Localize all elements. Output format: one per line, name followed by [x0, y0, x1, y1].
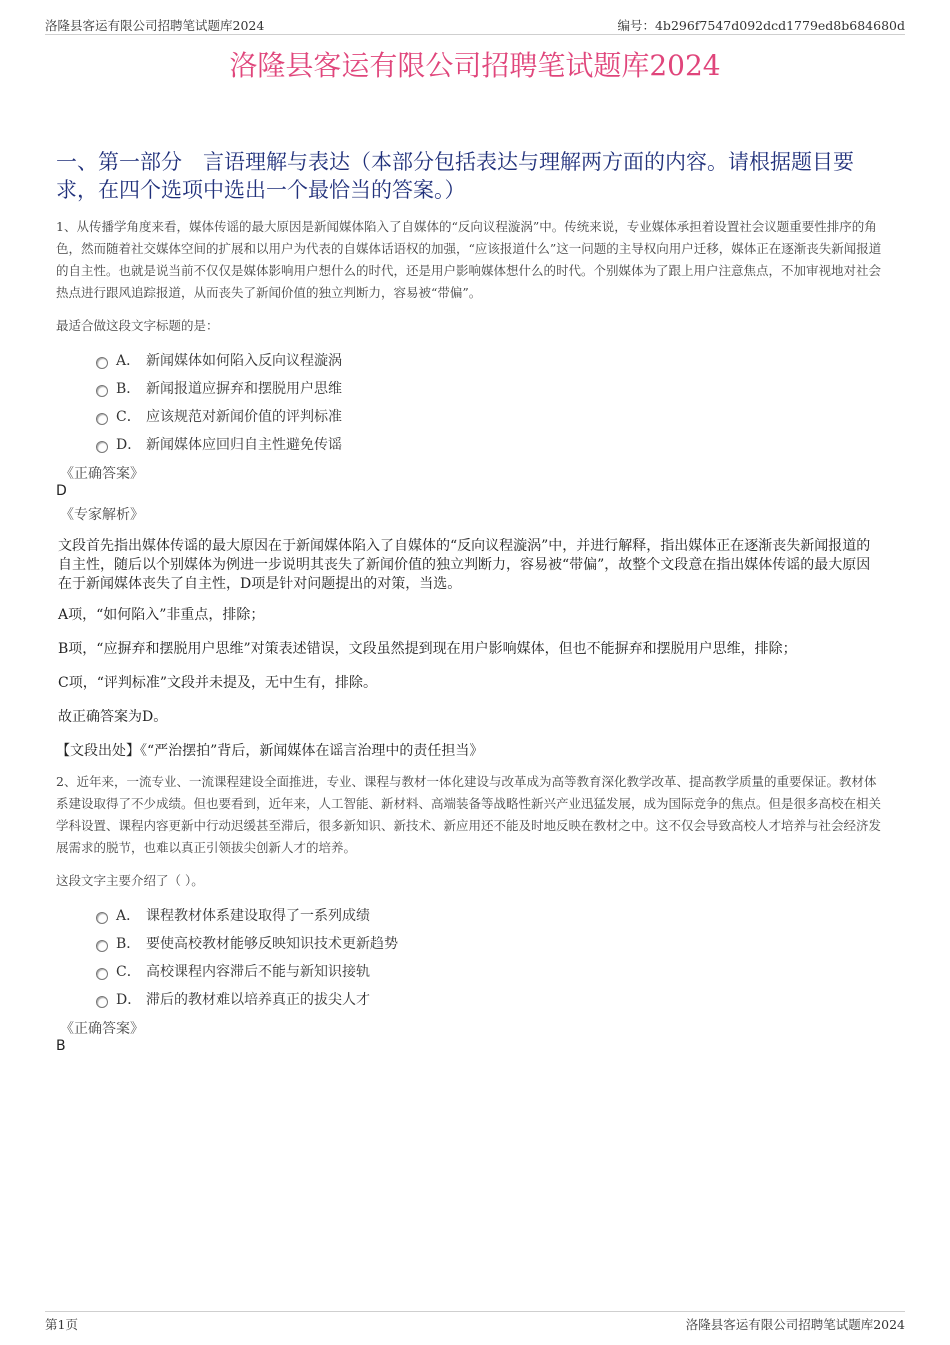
- q1-analysis-conclusion: 故正确答案为D。: [58, 709, 168, 725]
- q1-option-d[interactable]: [96, 434, 342, 456]
- q1-answer-label: 《正确答案》: [60, 466, 144, 482]
- q1-analysis-c: C项，“评判标准”文段并未提及，无中生有，排除。: [58, 675, 378, 691]
- option-letter: C．: [116, 964, 141, 980]
- option-text: 应该规范对新闻价值的评判标准: [146, 409, 342, 425]
- option-letter: A．: [116, 908, 141, 924]
- option-letter: D．: [116, 992, 142, 1008]
- q2-answer: B: [56, 1038, 66, 1054]
- page-title: 洛隆县客运有限公司招聘笔试题库2024: [229, 49, 721, 82]
- radio-icon[interactable]: [96, 940, 108, 952]
- q2-option-c[interactable]: [96, 961, 370, 983]
- option-letter: C．: [116, 409, 141, 425]
- option-letter: B．: [116, 936, 141, 952]
- option-text: 新闻报道应摒弃和摆脱用户思维: [146, 381, 342, 397]
- radio-icon[interactable]: [96, 385, 108, 397]
- q1-passage: 1、从传播学角度来看，媒体传谣的最大原因是新闻媒体陷入了自媒体的“反向议程漩涡”中。传统来说，专业媒体承担着设置社会议题重要性排序的角色，然而随着社交媒体空间的扩展和以用户为代表的自媒体话语权的加强，“应该报道什么”这一问题的主导权向用户迁移，媒体正在逐渐丧失新闻报道的自主性。也就是说当前不仅仅是媒体影响用户想什么的时代，还是用户影响媒体想什么的时代。个别媒体为了跟上用户注意焦点，不加审视地对社会热点进行跟风追踪报道，从而丧失了新闻价值的独立判断力，容易被“带偏”。: [56, 219, 882, 300]
- radio-icon[interactable]: [96, 441, 108, 453]
- page-footer: [45, 1311, 905, 1330]
- option-letter: A．: [116, 353, 141, 369]
- option-text: 要使高校教材能够反映知识技术更新趋势: [146, 936, 398, 952]
- radio-icon[interactable]: [96, 413, 108, 425]
- option-text: 新闻媒体应回归自主性避免传谣: [146, 437, 342, 453]
- header-doc-id: 编号：4b296f7547d092dcd1779ed8b684680d: [617, 18, 905, 33]
- q2-option-a[interactable]: [96, 905, 370, 927]
- q1-prompt: 最适合做这段文字标题的是：: [56, 318, 219, 333]
- radio-icon[interactable]: [96, 912, 108, 924]
- option-text: 滞后的教材难以培养真正的拔尖人才: [146, 992, 370, 1008]
- q2-answer-label: 《正确答案》: [60, 1021, 144, 1037]
- option-text: 高校课程内容滞后不能与新知识接轨: [146, 964, 370, 980]
- option-text: 课程教材体系建设取得了一系列成绩: [146, 908, 370, 924]
- q1-analysis-main: 文段首先指出媒体传谣的最大原因在于新闻媒体陷入了自媒体的“反向议程漩涡”中，并进行解释，指出媒体正在逐渐丧失新闻报道的自主性，随后以个别媒体为例进一步说明其丧失了新闻价值的独立判断力，容易被“带偏”，故整个文段意在指出媒体传谣的最大原因在于新闻媒体丧失了自主性，D项是针对问题提出的对策，当选。: [58, 538, 871, 592]
- option-letter: D．: [116, 437, 142, 453]
- q1-analysis-source: 【文段出处】《“严治摆拍”背后，新闻媒体在谣言治理中的责任担当》: [56, 743, 484, 759]
- q1-analysis-b: B项，“应摒弃和摆脱用户思维”对策表述错误，文段虽然提到现在用户影响媒体，但也不能摒弃和摆脱用户思维，排除；: [58, 641, 797, 657]
- q1-analysis-a: A项，“如何陷入”非重点，排除；: [58, 607, 265, 623]
- option-letter: B．: [116, 381, 141, 397]
- footer-doc-title: 洛隆县客运有限公司招聘笔试题库2024: [685, 1317, 905, 1332]
- q1-answer: D: [56, 483, 67, 499]
- section-title: 一、第一部分 言语理解与表达（本部分包括表达与理解两方面的内容。请根据题目要求，在四个选项中选出一个最恰当的答案。）: [56, 150, 854, 202]
- page-number: 第1页: [45, 1317, 78, 1332]
- page-header: [45, 14, 905, 35]
- q2-passage: 2、近年来，一流专业、一流课程建设全面推进，专业、课程与教材一体化建设与改革成为高等教育深化教学改革、提高教学质量的重要保证。教材体系建设取得了不少成绩。但也要看到，近年来，人工智能、新材料、高端装备等战略性新兴产业迅猛发展，成为国际竞争的焦点。但是很多高校在相关学科设置、课程内容更新中行动迟缓甚至滞后，很多新知识、新技术、新应用还不能及时地反映在教材之中。这不仅会导致高校人才培养与社会经济发展需求的脱节，也难以真正引领拔尖创新人才的培养。: [56, 774, 882, 855]
- radio-icon[interactable]: [96, 968, 108, 980]
- q2-option-b[interactable]: [96, 933, 398, 955]
- q2-prompt: 这段文字主要介绍了（ ）。: [56, 873, 204, 888]
- header-doc-title: 洛隆县客运有限公司招聘笔试题库2024: [45, 18, 265, 33]
- radio-icon[interactable]: [96, 996, 108, 1008]
- q2-option-d[interactable]: [96, 989, 370, 1011]
- q1-option-c[interactable]: [96, 406, 342, 428]
- q1-option-b[interactable]: [96, 378, 342, 400]
- q1-analysis-label: 《专家解析》: [60, 507, 144, 523]
- radio-icon[interactable]: [96, 357, 108, 369]
- q1-option-a[interactable]: [96, 350, 342, 372]
- option-text: 新闻媒体如何陷入反向议程漩涡: [146, 353, 342, 369]
